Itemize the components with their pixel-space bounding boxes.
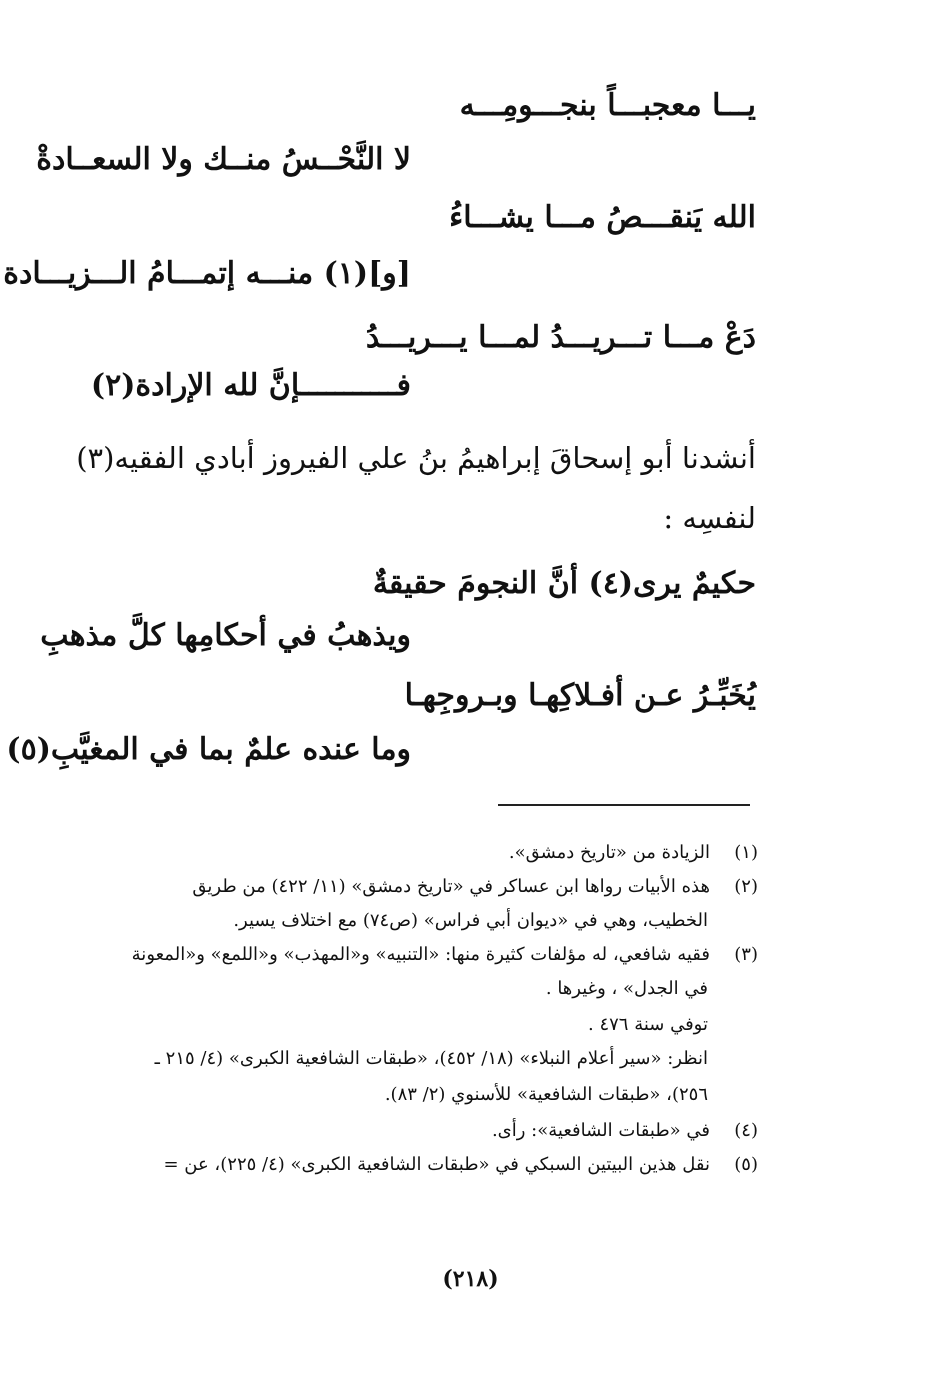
prose-line: أنشدنا أبو إسحاقَ إبراهيمُ بنُ علي الفيروز أبادي الفقيه(٣): [76, 441, 756, 475]
footnote-divider: [498, 804, 750, 806]
footnote-line: [82, 1148, 758, 1182]
verse-line: وما عنده علمٌ بما في المغيَّبِ(٥): [6, 732, 411, 767]
footnote-number: (٥): [734, 1154, 758, 1175]
footnote-text: نقل هذين البيتين السبكي في «طبقات الشافعية الكبرى» (٤/ ٢٢٥)، عن =: [163, 1154, 710, 1175]
footnote-continuation: توفي سنة ٤٧٦ .: [588, 1014, 708, 1035]
footnote-line: [82, 938, 758, 972]
verse-line: الله يَنقـــصُ مـــا يشـــاءُ: [449, 200, 756, 235]
verse-line: يـــا معجبـــاً بنجـــومِـــه: [459, 88, 756, 123]
footnote-line: [82, 870, 758, 904]
verse-line: ويذهبُ في أحكامِها كلَّ مذهبِ: [40, 618, 411, 653]
footnote-continuation: ٢٥٦)، «طبقات الشافعية» للأسنوي (٢/ ٨٣).: [384, 1084, 708, 1105]
verse-line: دَعْ مـــا تـــريـــدُ لمـــا يـــريـــدُ: [365, 320, 756, 355]
footnote-continuation: انظر: «سير أعلام النبلاء» (١٨/ ٤٥٢)، «طبقات الشافعية الكبرى» (٤/ ٢١٥ ـ: [154, 1048, 708, 1069]
footnote-line: [82, 836, 758, 870]
footnote-text: في «طبقات الشافعية»: رأى.: [491, 1120, 710, 1141]
verse-line: لا النَّحْــسُ منــك ولا السعــادةْ: [36, 142, 411, 177]
footnote-text: هذه الأبيات رواها ابن عساكر في «تاريخ دمشق» (١١/ ٤٢٢) من طريق: [192, 876, 710, 897]
verse-line: يُخَبِّـرُ عـن أفـلاكِهـا وبـروجِهـا: [404, 678, 756, 713]
footnote-text: فقيه شافعي، له مؤلفات كثيرة منها: «التنبيه» و«المهذب» و«اللمع» و«المعونة: [131, 944, 710, 965]
verse-line: فـــــــــــإنَّ لله الإرادة(٢): [90, 368, 411, 403]
footnote-number: (٤): [734, 1120, 758, 1141]
footnote-continuation: الخطيب، وهي في «ديوان أبي فراس» (ص٧٤) مع اختلاف يسير.: [233, 910, 708, 931]
footnote-number: (١): [734, 842, 758, 863]
footnote-line: [82, 1114, 758, 1148]
verse-line: حكيمٌ يرى(٤) أنَّ النجومَ حقيقةٌ: [372, 566, 756, 601]
footnote-continuation: في الجدل» ، وغيرها .: [545, 978, 708, 999]
footnote-number: (٣): [734, 944, 758, 965]
footnote-number: (٢): [734, 876, 758, 897]
verse-line: [و](١) منـــه إتمـــامُ الـــزيـــادة: [3, 256, 411, 291]
page-number: (٢١٨): [442, 1266, 499, 1292]
prose-line: لنفسِه :: [663, 501, 756, 535]
footnote-text: الزيادة من «تاريخ دمشق».: [508, 842, 710, 863]
